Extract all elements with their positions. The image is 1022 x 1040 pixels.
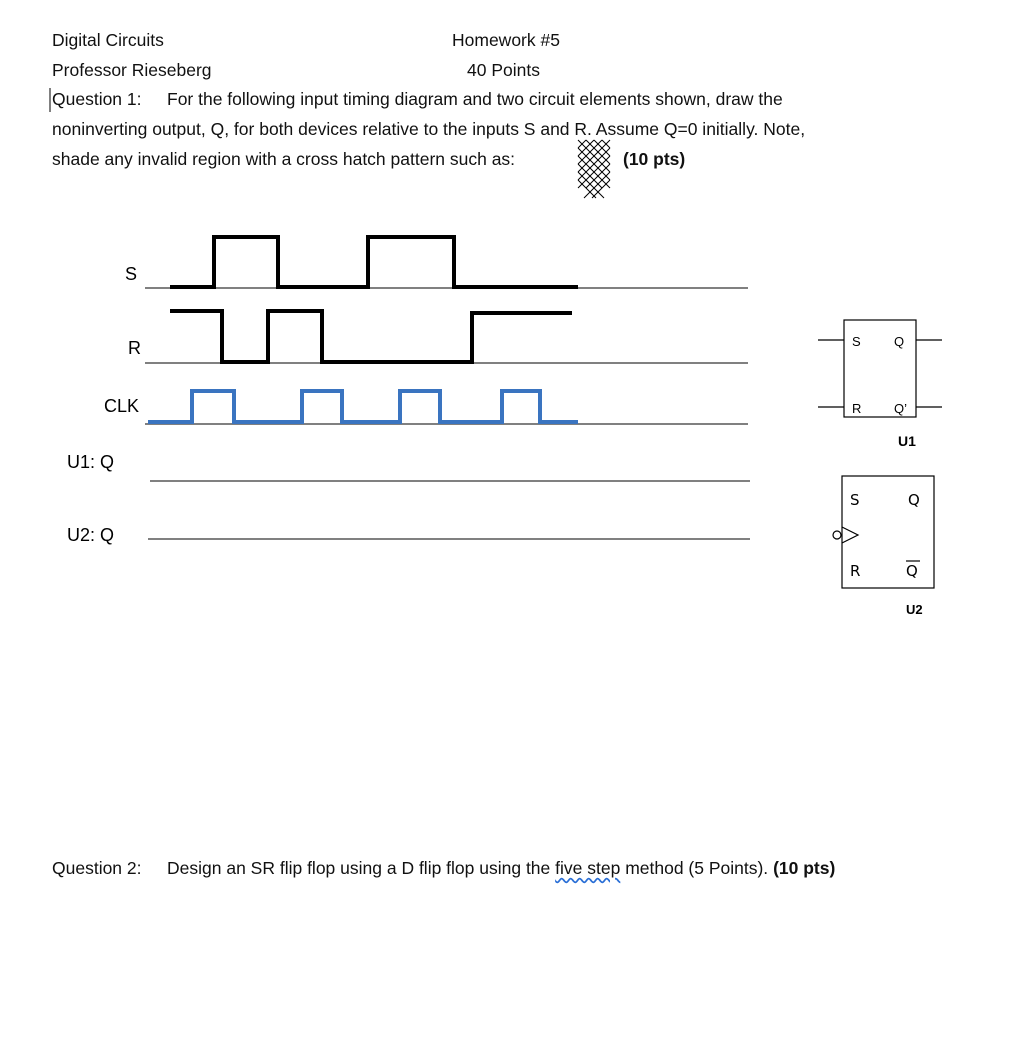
label-clk: CLK xyxy=(104,396,140,416)
u2-r-pin: R xyxy=(850,562,861,580)
u1-qbar-pin: Q’ xyxy=(894,401,907,416)
label-u1-q: U1: Q xyxy=(67,452,115,472)
u1-s-pin: S xyxy=(852,334,861,349)
q2-five-step: five step xyxy=(555,858,621,878)
u2-clock-bubble xyxy=(833,531,841,539)
q2-label: Question 2: xyxy=(52,858,142,878)
course-title: Digital Circuits xyxy=(52,30,164,50)
label-s: S xyxy=(125,264,138,284)
q1-line2: noninverting output, Q, for both devices relative to the inputs S and R. Assume Q=0 initially. Note, xyxy=(52,119,806,139)
total-points: 40 Points xyxy=(467,60,540,80)
q2-text-before: Design an SR flip flop using a D flip flop using the xyxy=(167,858,556,878)
q1-label: Question 1: xyxy=(52,89,142,109)
q1-line3: shade any invalid region with a cross hatch pattern such as: xyxy=(52,149,516,169)
label-u2-q: U2: Q xyxy=(67,525,115,545)
u2-qbar-pin: Q xyxy=(906,562,918,580)
cross-hatch-sample xyxy=(578,140,610,198)
u2-sr-flip-flop xyxy=(833,476,934,617)
label-r: R xyxy=(128,338,141,358)
q2-text-after: method (5 Points). xyxy=(620,858,769,878)
u1-r-pin: R xyxy=(852,401,862,416)
q2-text xyxy=(167,860,835,878)
q2-points: (10 pts) xyxy=(773,858,836,878)
u1-q-pin: Q xyxy=(894,334,905,349)
professor-name: Professor Rieseberg xyxy=(52,60,212,80)
q1-points: (10 pts) xyxy=(623,149,686,169)
u2-q-pin: Q xyxy=(908,491,920,509)
u1-sr-latch xyxy=(818,320,942,449)
homework-number: Homework #5 xyxy=(452,30,560,50)
s-waveform xyxy=(170,237,578,287)
clk-waveform xyxy=(148,391,578,422)
u1-label: U1 xyxy=(898,433,916,449)
u2-s-pin: S xyxy=(850,491,860,509)
q1-line1: For the following input timing diagram and two circuit elements shown, draw the xyxy=(167,89,783,109)
r-waveform xyxy=(170,311,572,362)
u2-label: U2 xyxy=(906,602,923,617)
